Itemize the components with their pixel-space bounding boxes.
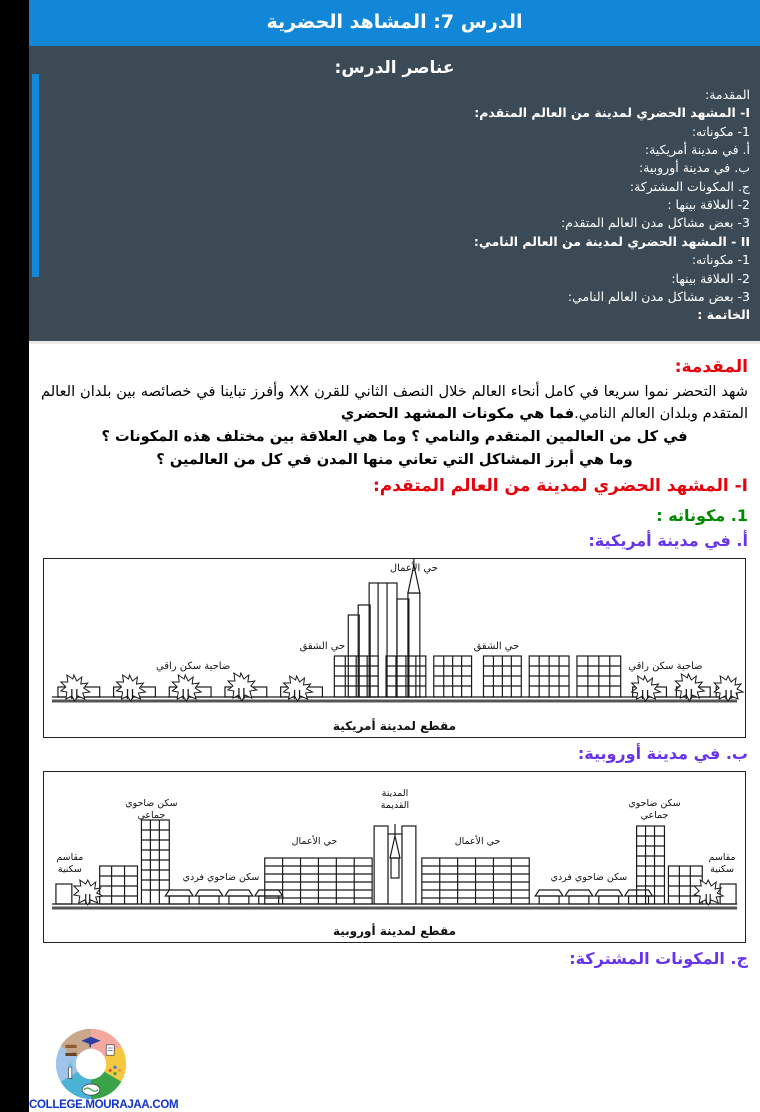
lesson-outline-box	[29, 46, 760, 344]
label-plots-left-line2: سكنية	[57, 863, 82, 875]
label-collective-right-line1: سكن ضاحوي	[628, 797, 681, 809]
label-apartments-left: حي الشقق	[299, 640, 346, 652]
watermark-url: COLLEGE.MOURAJAA.COM	[29, 1099, 179, 1111]
subsection-american-heading: أ. في مدينة أمريكية:	[588, 530, 748, 550]
intro-body-text: شهد التحضر نموا سريعا في كامل أنحاء العالم خلال النصف الثاني للقرن XX وأفرز تباينا في خصائصه بين بلدان العالم المتقدم وبلدان العالم النامي.	[41, 382, 749, 422]
outline-item: أ. في مدينة أمريكية:	[644, 141, 750, 157]
outline-scrollbar-thumb[interactable]	[32, 74, 39, 277]
outline-item: 2- العلاقة بينها :	[667, 197, 750, 213]
intro-question-inline: فما هي مكونات المشهد الحضري	[340, 404, 575, 422]
label-plots-right-line1: مقاسم	[708, 851, 736, 863]
outline-item: المقدمة:	[704, 86, 750, 102]
label-business-left: حي الأعمال	[291, 835, 338, 847]
outline-item: الخاتمة :	[697, 307, 750, 323]
outline-list	[37, 86, 752, 325]
outline-item: 1- مكوناته:	[691, 123, 750, 139]
label-business-district: حي الأعمال	[389, 562, 438, 574]
outline-item: ج. المكونات المشتركة:	[629, 178, 750, 194]
section-one-components-heading: 1. مكوناته :	[656, 505, 748, 525]
european-figure-caption: مقطع لمدينة أوروبية	[332, 923, 457, 938]
label-individual-left: سكن ضاحوي فردي	[182, 871, 260, 883]
intro-paragraph	[41, 381, 748, 425]
lesson-title-bar: الدرس 7: المشاهد الحضرية	[29, 0, 760, 46]
label-business-right: حي الأعمال	[454, 835, 501, 847]
outline-item: II - المشهد الحضري لمدينة من العالم النامي:	[473, 233, 750, 249]
label-suburb-left: ضاحية سكن راقي	[156, 660, 231, 672]
outline-item: I- المشهد الحضري لمدينة من العالم المتقدم:	[474, 105, 750, 121]
label-collective-left-line2: جماعي	[137, 809, 166, 821]
label-old-city-line1: المدينة	[381, 787, 409, 799]
subsection-shared-components-heading: ج. المكونات المشتركة:	[569, 948, 748, 968]
label-suburb-right: ضاحية سكن راقي	[628, 660, 703, 672]
european-city-drawing	[44, 772, 745, 942]
site-watermark	[29, 1020, 179, 1112]
section-one-heading: I- المشهد الحضري لمدينة من العالم المتقدم:	[372, 475, 748, 496]
label-apartments-right: حي الشقق	[473, 640, 520, 652]
outline-item: 3- بعض مشاكل مدن العالم النامي:	[567, 288, 750, 304]
american-figure-caption: مقطع لمدينة أمريكية	[332, 718, 457, 733]
figure-european-city	[43, 771, 746, 943]
label-plots-right-line2: سكنية	[710, 863, 735, 875]
label-old-city-line2: القديمة	[380, 799, 410, 811]
intro-question-line-2: في كل من العالمين المتقدم والنامي ؟ وما هي العلاقة بين مختلف هذه المكونات ؟	[101, 428, 688, 446]
outline-item: 1- مكوناته:	[691, 252, 750, 268]
label-individual-right: سكن ضاحوي فردي	[550, 871, 628, 883]
label-collective-left-line1: سكن ضاحوي	[125, 797, 178, 809]
figure-american-city	[43, 558, 746, 738]
label-collective-right-line2: جماعي	[640, 809, 669, 821]
outline-item: ب. في مدينة أوروبية:	[638, 160, 750, 176]
lesson-content	[29, 344, 760, 968]
outline-item: 2- العلاقة بينها:	[671, 270, 750, 286]
intro-question-line-3: وما هي أبرز المشاكل التي تعاني منها المدن في كل من العالمين ؟	[156, 451, 633, 469]
label-plots-left-line1: مقاسم	[56, 851, 84, 863]
outline-heading: عناصر الدرس:	[334, 57, 455, 78]
outline-item: 3- بعض مشاكل مدن العالم المتقدم:	[560, 215, 750, 231]
subsection-european-heading: ب. في مدينة أوروبية:	[577, 743, 748, 763]
american-city-drawing	[44, 559, 745, 737]
document-page	[29, 0, 760, 1112]
mourajaa-logo-icon	[51, 1024, 131, 1104]
intro-heading: المقدمة:	[674, 356, 748, 377]
